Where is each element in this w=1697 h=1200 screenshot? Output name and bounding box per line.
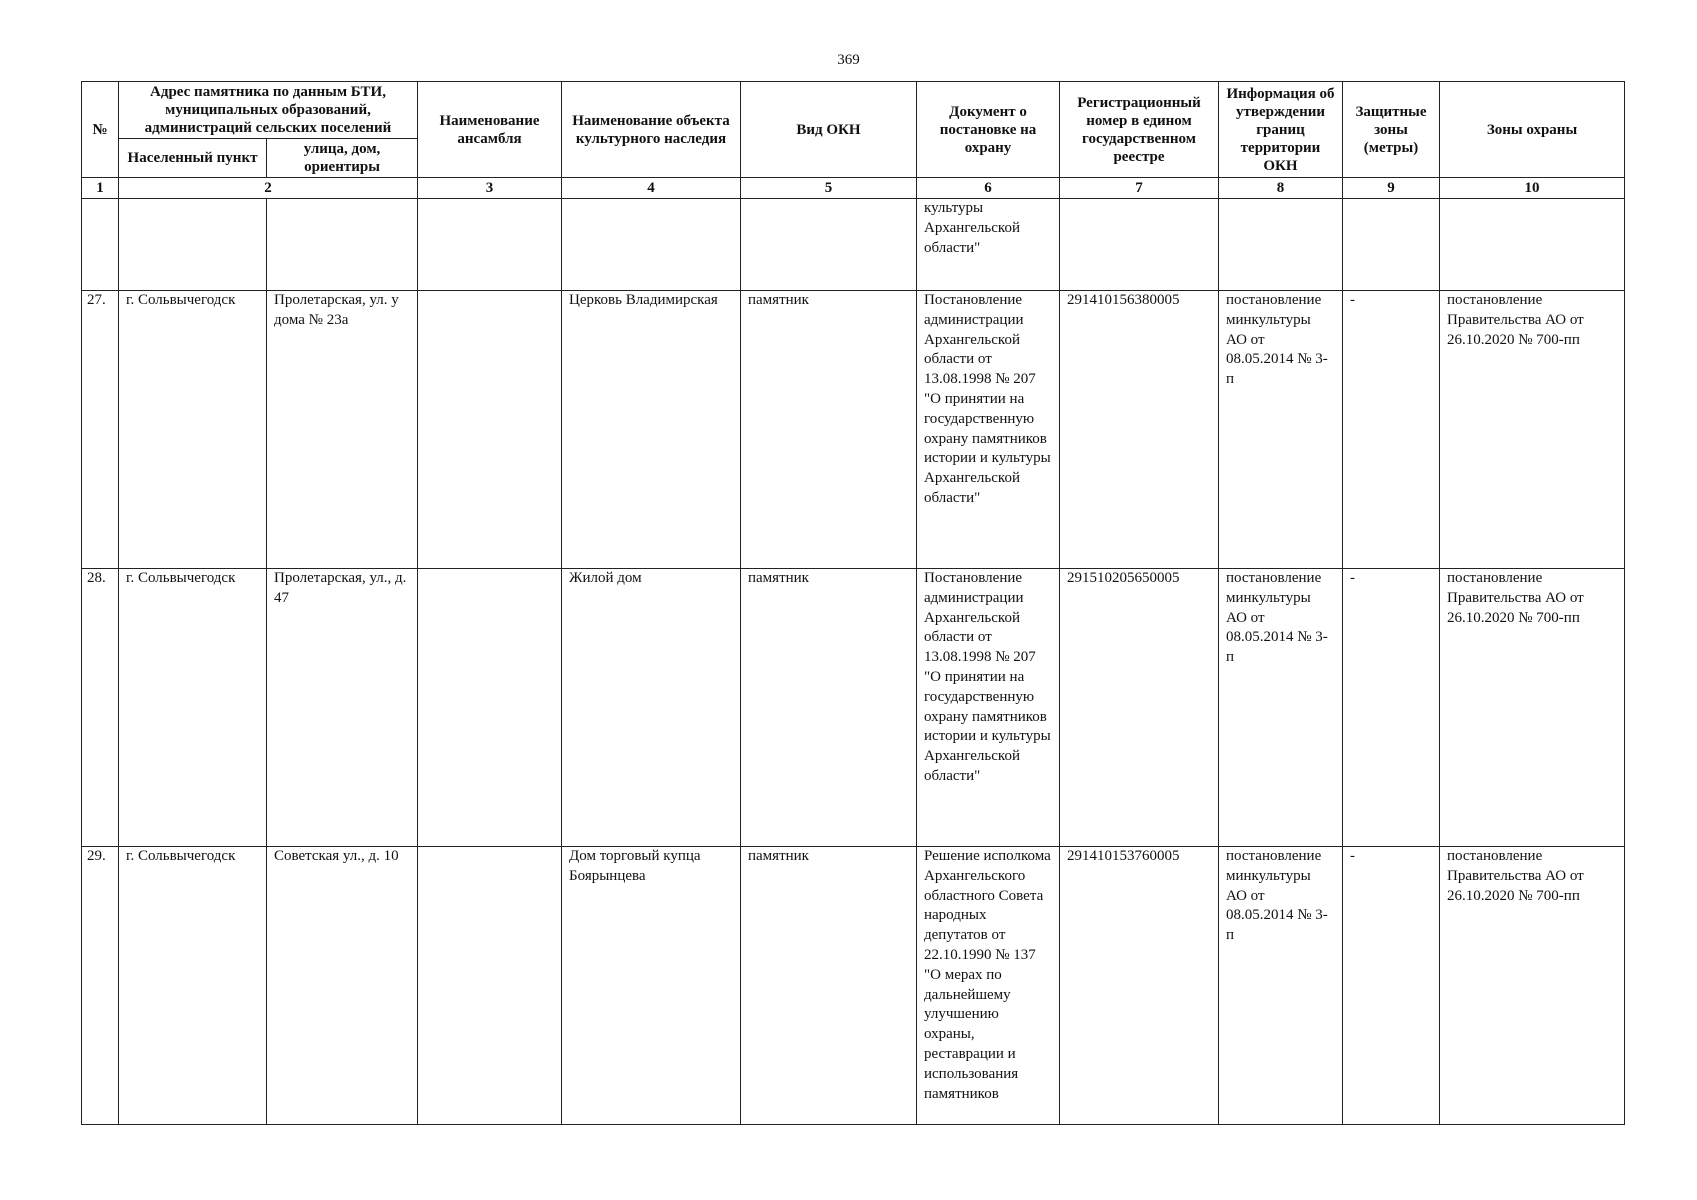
cell-street [267, 199, 418, 291]
cell-protection-zones: постановление Правительства АО от 26.10.2020 № 700-пп [1440, 291, 1625, 569]
cell-document: культуры Архангельской области" [917, 199, 1060, 291]
cell-object-name: Жилой дом [562, 569, 741, 847]
cell-protection-zones [1440, 199, 1625, 291]
cell-settlement: г. Сольвычегодск [119, 847, 267, 1125]
column-number: 4 [562, 178, 741, 199]
cell-document: Постановление администрации Архангельской области от 13.08.1998 № 207 "О принятии на государственную охрану памятников истории и культуры Архангельской области" [917, 291, 1060, 569]
column-number-row [82, 178, 1625, 199]
header-row-top [82, 82, 1625, 139]
cell-street: Советская ул., д. 10 [267, 847, 418, 1125]
cell-okn-type [741, 199, 917, 291]
cell-reg-number: 291510205650005 [1060, 569, 1219, 847]
cell-boundaries [1219, 199, 1343, 291]
header-okn-type: Вид ОКН [741, 82, 917, 178]
header-protection-zones: Зоны охраны [1440, 82, 1625, 178]
cell-boundaries: постановление минкультуры АО от 08.05.2014 № 3-п [1219, 847, 1343, 1125]
header-num: № [82, 82, 119, 178]
cell-okn-type: памятник [741, 569, 917, 847]
cell-ensemble [418, 569, 562, 847]
table-row [82, 847, 1625, 1125]
header-boundaries: Информация об утверждении границ территории ОКН [1219, 82, 1343, 178]
column-number: 8 [1219, 178, 1343, 199]
header-object-name: Наименование объекта культурного наследия [562, 82, 741, 178]
column-number: 1 [82, 178, 119, 199]
cell-protection-zones: постановление Правительства АО от 26.10.2020 № 700-пп [1440, 569, 1625, 847]
cell-protective-zones [1343, 199, 1440, 291]
page-number: 369 [837, 52, 860, 68]
cell-object-name: Дом торговый купца Боярынцева [562, 847, 741, 1125]
cell-ensemble [418, 847, 562, 1125]
cell-settlement [119, 199, 267, 291]
cell-protection-zones: постановление Правительства АО от 26.10.2020 № 700-пп [1440, 847, 1625, 1125]
column-number: 5 [741, 178, 917, 199]
column-number: 2 [119, 178, 418, 199]
cell-num: 29. [82, 847, 119, 1125]
cell-reg-number: 291410156380005 [1060, 291, 1219, 569]
cell-okn-type: памятник [741, 847, 917, 1125]
column-number: 3 [418, 178, 562, 199]
cell-settlement: г. Сольвычегодск [119, 291, 267, 569]
cell-boundaries: постановление минкультуры АО от 08.05.2014 № 3-п [1219, 291, 1343, 569]
heritage-registry-table [81, 81, 1625, 1125]
table-row [82, 569, 1625, 847]
cell-settlement: г. Сольвычегодск [119, 569, 267, 847]
cell-reg-number [1060, 199, 1219, 291]
cell-street: Пролетарская, ул., д. 47 [267, 569, 418, 847]
column-number: 6 [917, 178, 1060, 199]
cell-okn-type: памятник [741, 291, 917, 569]
cell-document: Постановление администрации Архангельской области от 13.08.1998 № 207 "О принятии на государственную охрану памятников истории и культуры Архангельской области" [917, 569, 1060, 847]
cell-protective-zones: - [1343, 847, 1440, 1125]
cell-protective-zones: - [1343, 569, 1440, 847]
cell-num: 28. [82, 569, 119, 847]
cell-document: Решение исполкома Архангельского областного Совета народных депутатов от 22.10.1990 № 137 "О мерах по дальнейшему улучшению охраны, реставрации и использования памятников [917, 847, 1060, 1125]
cell-street: Пролетарская, ул. у дома № 23а [267, 291, 418, 569]
table-row-continuation [82, 199, 1625, 291]
cell-num: 27. [82, 291, 119, 569]
header-protective-zones: Защитные зоны (метры) [1343, 82, 1440, 178]
header-street: улица, дом, ориентиры [267, 139, 418, 178]
cell-ensemble [418, 199, 562, 291]
cell-reg-number: 291410153760005 [1060, 847, 1219, 1125]
header-reg-number: Регистрационный номер в едином государственном реестре [1060, 82, 1219, 178]
header-ensemble: Наименование ансамбля [418, 82, 562, 178]
cell-boundaries: постановление минкультуры АО от 08.05.2014 № 3-п [1219, 569, 1343, 847]
cell-ensemble [418, 291, 562, 569]
header-settlement: Населенный пункт [119, 139, 267, 178]
column-number: 10 [1440, 178, 1625, 199]
table-row [82, 291, 1625, 569]
column-number: 7 [1060, 178, 1219, 199]
cell-num [82, 199, 119, 291]
column-number: 9 [1343, 178, 1440, 199]
cell-object-name: Церковь Владимирская [562, 291, 741, 569]
cell-protective-zones: - [1343, 291, 1440, 569]
header-address-group: Адрес памятника по данным БТИ, муниципальных образований, администраций сельских поселений [119, 82, 418, 139]
cell-object-name [562, 199, 741, 291]
header-document: Документ о постановке на охрану [917, 82, 1060, 178]
